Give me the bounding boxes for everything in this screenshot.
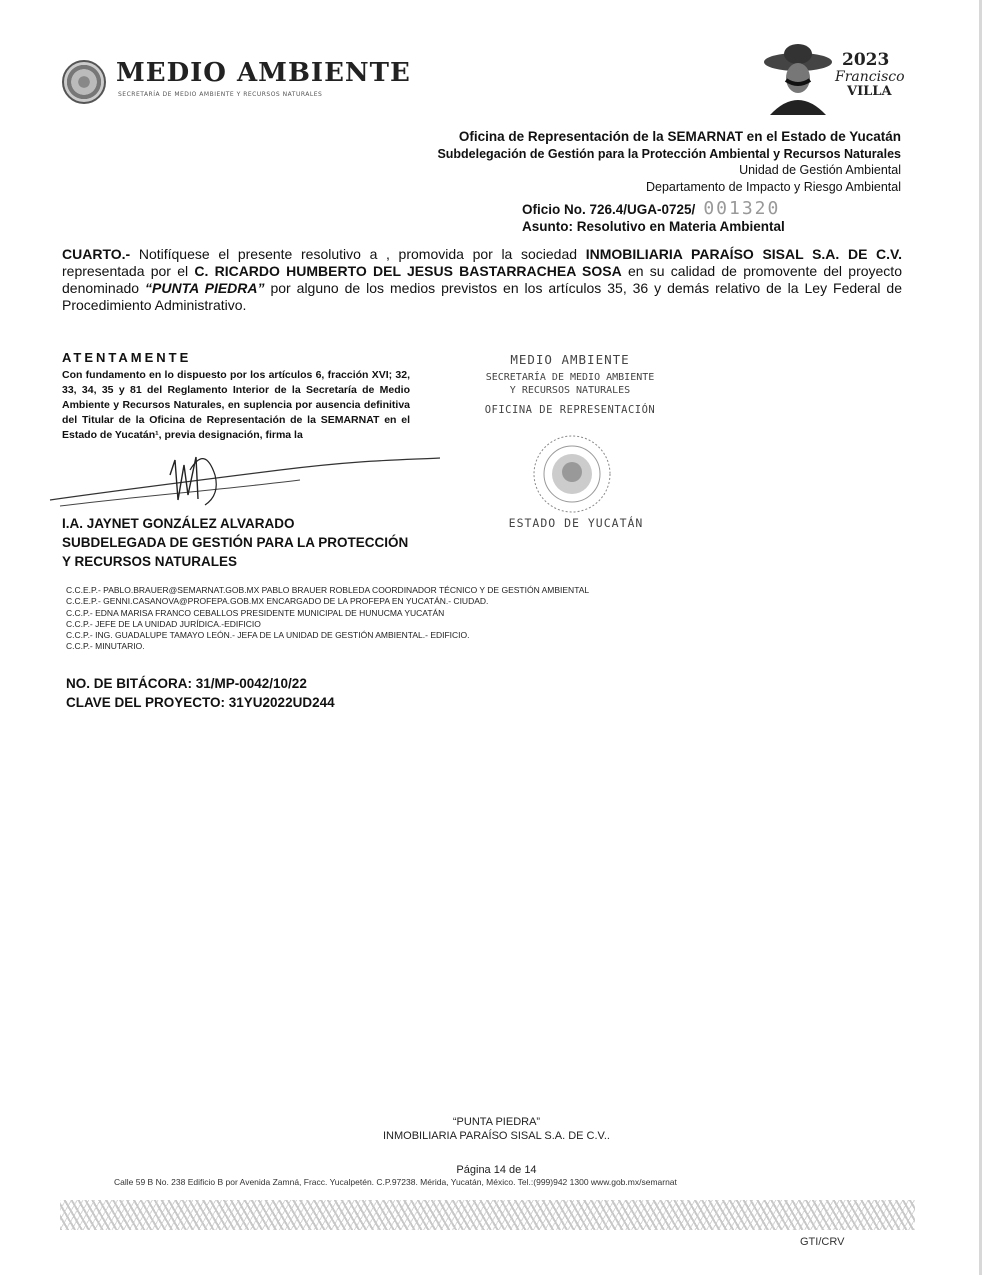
- office-line-4: Departamento de Impacto y Riesgo Ambiental: [646, 179, 901, 194]
- ccp-item: C.C.E.P.- GENNI.CASANOVA@PROFEPA.GOB.MX ENCARGADO DE LA PROFEPA EN YUCATÁN.- CIUDAD.: [66, 596, 489, 607]
- body-text-3: en su calidad de promovente del proyecto denominado: [62, 263, 902, 296]
- signer-title-line-2: Y RECURSOS NATURALES: [62, 554, 238, 569]
- office-line-2: Subdelegación de Gestión para la Protección Ambiental y Recursos Naturales: [437, 146, 901, 161]
- footer-initials: GTI/CRV: [800, 1236, 845, 1248]
- oficio-stamp-number: 001320: [703, 198, 781, 219]
- year-name-first: Francisco: [835, 69, 905, 85]
- signer-name: I.A. JAYNET GONZÁLEZ ALVARADO: [62, 516, 295, 531]
- office-line-1: Oficina de Representación de la SEMARNAT en el Estado de Yucatán: [458, 129, 901, 144]
- year-name-last: VILLA: [847, 84, 892, 99]
- body-text-2: representada por el: [62, 263, 195, 279]
- representative-name: C. RICARDO HUMBERTO DEL JESUS BASTARRACHEA SOSA: [194, 263, 622, 279]
- year-label: 2023: [842, 50, 890, 70]
- company-name: INMOBILIARIA PARAÍSO SISAL S.A. DE C.V.: [585, 246, 902, 262]
- footer-company: INMOBILIARIA PARAÍSO SISAL S.A. DE C.V..: [382, 1130, 610, 1142]
- ccp-item: C.C.P.- MINUTARIO.: [66, 641, 145, 652]
- semarnat-emblem-icon: [62, 60, 106, 104]
- signer-title-line-1: SUBDELEGADA DE GESTIÓN PARA LA PROTECCIÓN: [62, 535, 409, 550]
- stamp-line-2: [470, 371, 670, 397]
- cuarto-label: CUARTO.-: [62, 246, 131, 262]
- stamp-line-2b: Y RECURSOS NATURALES: [509, 385, 631, 396]
- asunto: Asunto: Resolutivo en Materia Ambiental: [522, 219, 785, 234]
- stamp-line-4: ESTADO DE YUCATÁN: [508, 516, 644, 530]
- body-text-1: Notifíquese el presente resolutivo a , promovida por la sociedad: [130, 246, 586, 262]
- footer-project: [0, 1115, 993, 1143]
- fundamento-text: Con fundamento en lo dispuesto por los artículos 6, fracción XVI; 32, 33, 34, 35 y 81 del Reglamento Interior de la Secretaría de Medio Ambiente y Recursos Naturales, en suplencia por ausencia definitiva del Titular de la Oficina de Representación de la SEMARNAT en el Estado de Yucatán¹, previa designación, firma la: [62, 369, 410, 441]
- page-number: Página 14 de 14: [456, 1164, 537, 1176]
- stamp-line-2a: SECRETARÍA DE MEDIO AMBIENTE: [485, 372, 655, 383]
- ccp-item: C.C.P.- ING. GUADALUPE TAMAYO LEÓN.- JEFA DE LA UNIDAD DE GESTIÓN AMBIENTAL.- EDIFICIO.: [66, 630, 470, 641]
- footer-project-name: “PUNTA PIEDRA”: [452, 1116, 541, 1128]
- stamp-line-3: OFICINA DE REPRESENTACIÓN: [484, 404, 656, 416]
- body-text-4: por alguno de los medios previstos en los artículos 35, 36 y demás relativo de la Ley Federal de Procedimiento Administrativo.: [62, 280, 903, 313]
- oficio-number: Oficio No. 726.4/UGA-0725/: [522, 202, 696, 217]
- ccp-list: [66, 585, 589, 653]
- stamp-line-1: MEDIO AMBIENTE: [510, 352, 630, 367]
- footer-address: Calle 59 B No. 238 Edificio B por Avenida Zamná, Fracc. Yucalpetén. C.P.97238. Mérida, Yucatán, México. Tel.:(999)942 1300 www.gob.mx/semarnat: [114, 1177, 677, 1187]
- national-seal-icon: [530, 432, 615, 517]
- page-edge: [979, 0, 982, 1275]
- ccp-item: C.C.E.P.- PABLO.BRAUER@SEMARNAT.GOB.MX PABLO BRAUER ROBLEDA COORDINADOR TÉCNICO Y DE GESTIÓN AMBIENTAL: [66, 585, 590, 595]
- ccp-item: C.C.P.- EDNA MARISA FRANCO CEBALLOS PRESIDENTE MUNICIPAL DE HUNUCMA YUCATÁN: [66, 607, 445, 618]
- office-line-3: Unidad de Gestión Ambiental: [739, 163, 901, 177]
- project-key: CLAVE DEL PROYECTO: 31YU2022UD244: [66, 695, 335, 710]
- cuarto-paragraph: [62, 246, 902, 314]
- signer-block: [62, 514, 408, 571]
- office-header: [437, 129, 901, 195]
- brand-title: MEDIO AMBIENTE: [116, 58, 411, 88]
- ccp-item: C.C.P.- JEFE DE LA UNIDAD JURÍDICA.-EDIFICIO: [66, 618, 261, 629]
- oficio-block: [522, 200, 785, 235]
- footer-decorative-pattern: [60, 1200, 915, 1230]
- project-name: “PUNTA PIEDRA”: [145, 280, 265, 296]
- handwritten-signature: [40, 440, 460, 520]
- bitacora-block: [66, 674, 335, 712]
- brand-subtitle: SECRETARÍA DE MEDIO AMBIENTE Y RECURSOS NATURALES: [118, 91, 323, 98]
- atentamente-heading: ATENTAMENTE: [62, 350, 192, 365]
- bitacora-number: NO. DE BITÁCORA: 31/MP-0042/10/22: [66, 676, 307, 691]
